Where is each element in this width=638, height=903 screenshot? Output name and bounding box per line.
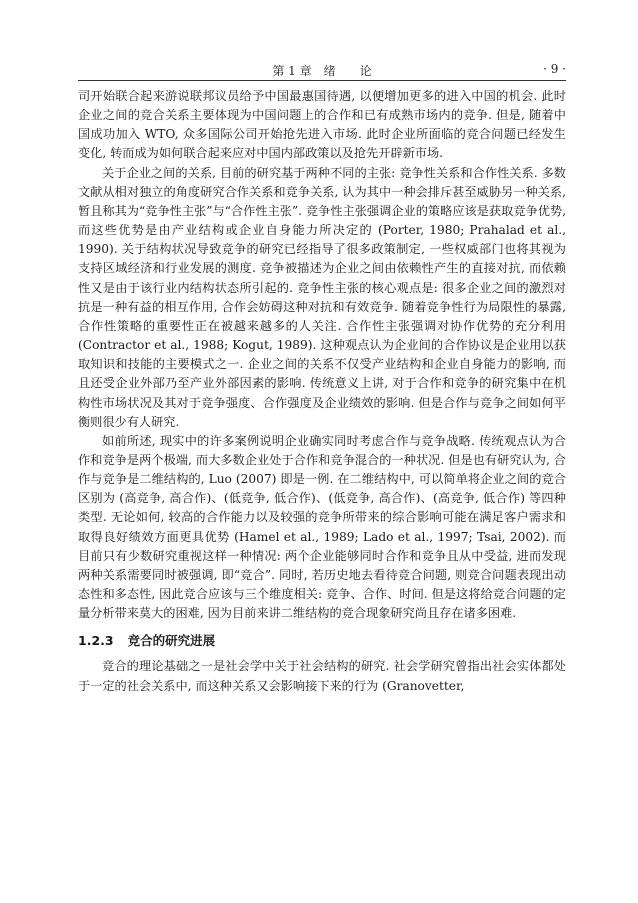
- chapter-title: 第 1 章 绪 论: [272, 64, 372, 78]
- page-number: · 9 ·: [543, 62, 566, 76]
- running-header: [78, 60, 566, 80]
- paragraph-relations: 关于企业之间的关系, 目前的研究基于两种不同的主张: 竞争性关系和合作性关系. 多数文献从相对独立的角度研究合作关系和竞争关系, 认为其中一种会排斥甚至威胁另一种关系, 暂且称其为“竞争性主张”与“合作性主张”. 竞争性主张强调企业的策略应该是获取竞争优势, 而这些优势是由产业结构或企业自身能力所决定的 (Porter, 1980; Prahalad et al., 1990). 关于结构状况导致竞争的研究已经指导了很多政策制定, 一些权威部门也将其视为支持区域经济和行业发展的测度. 竞争被描述为企业之间由依赖性产生的直接对抗, 而依赖性又是由于该行业内结构状态所引起的. 竞争性主张的核心观点是: 很多企业之间的激烈对抗是一种有益的相互作用, 合作会妨碍这种对抗和有效竞争. 随着竞争性行为局限性的暴露, 合作性策略的重要性正在被越来越多的人关注. 合作性主张强调对协作优势的充分利用 (Contractor et al., 1988; Kogut, 1989). 这种观点认为企业间的合作协议是企业用以获取知识和技能的主要模式之一. 企业之间的关系不仅受产业结构和企业自身能力的影响, 而且还受企业外部乃至产业外部因素的影响. 传统意义上讲, 对于合作和竞争的研究集中在机构性市场状况及其对于竞争强度、合作强度及企业绩效的影响. 但是合作与竞争之间如何平衡则很少有人研究.: [78, 165, 566, 429]
- section-title: 竞合的研究进展: [127, 633, 216, 649]
- section-heading: [78, 631, 566, 650]
- paragraph-two-dimensional: 如前所述, 现实中的许多案例说明企业确实同时考虑合作与竞争战略. 传统观点认为合作和竞争是两个极端, 而大多数企业处于合作和竞争混合的一种状况. 但是也有研究认为, 合作与竞争是二维结构的, Luo (2007) 即是一例. 在二维结构中, 可以简单将企业之间的竞合区别为 (高竞争, 高合作)、(低竞争, 低合作)、(低竞争, 高合作)、(高竞争, 低合作) 等四种类型. 无论如何, 较高的合作能力以及较强的竞争所带来的综合影响可能在满足客户需求和取得良好绩效方面更具优势 (Hamel et al., 1989; Lado et al., 1997; Tsai, 2002). 而目前只有少数研究重视这样一种情况: 两个企业能够同时合作和竞争且从中受益, 进而发现两种关系需要同时被强调, 即“竞合”. 同时, 若历史地去看待竞合问题, 则竞合问题表现出动态性和多态性, 因此竞合应该与三个维度相关: 竞争、合作、时间. 但是这将给竞合问题的定量分析带来莫大的困难, 因为目前来讲二维结构的竞合现象研究尚且存在诸多困难.: [78, 433, 566, 621]
- header-rule: [78, 80, 566, 81]
- paragraph-section-start: 竞合的理论基础之一是社会学中关于社会结构的研究. 社会学研究曾指出社会实体都处于一定的社会关系中, 而这种关系又会影响接下来的行为 (Granovetter,: [78, 659, 566, 693]
- section-number: 1.2.3: [78, 633, 114, 649]
- paragraph-continued: 司开始联合起来游说联邦议员给予中国最惠国待遇, 以便增加更多的进入中国的机会. 此时企业之间的竞合关系主要体现为中国问题上的合作和已有成熟市场内的竞争. 但是, 随着中国成功加入 WTO, 众多国际公司开始抢先进入市场. 此时企业所面临的竞合问题已经发生变化, 转而成为如何联合起来应对中国内部政策以及抢先开辟新市场.: [78, 89, 566, 161]
- page-body: [78, 87, 566, 696]
